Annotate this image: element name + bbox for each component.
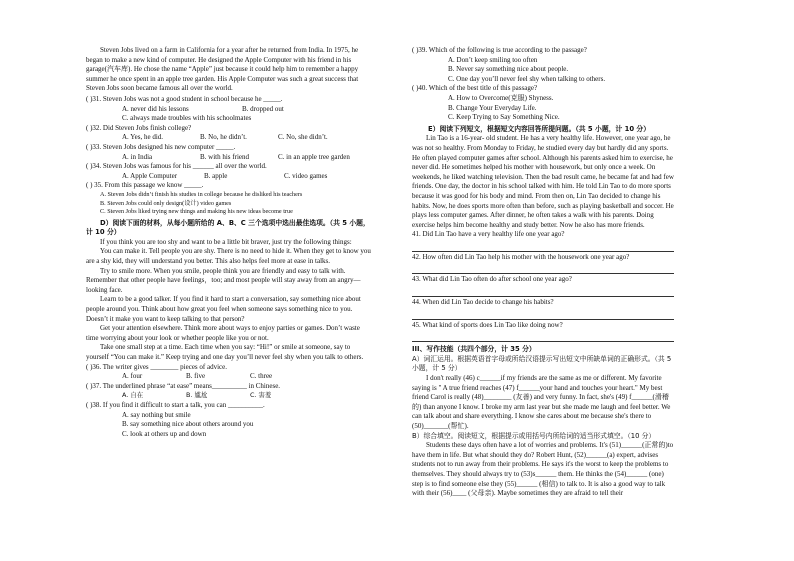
right-column <box>412 46 674 499</box>
passage-d-para-6: Take one small step at a time. Each time when you say: “Hi!” or smile at someone, say to yourself “You can make it.” Keep trying and one day you’ll never feel shy when you talk to others. <box>86 343 364 361</box>
question-37: ( )37. The underlined phrase “at ease” means__________ in Chinese. <box>86 381 281 390</box>
option-31c: C. always made troubles with his schoolmates <box>122 114 252 123</box>
question-42: 42. How often did Lin Tao help his mother with the housework one year ago? <box>412 252 630 261</box>
option-33b: B. with his friend <box>200 152 249 161</box>
option-34a: A. Apple Computer <box>122 171 178 180</box>
section-a-heading: A）词汇运用。根据英语首字母或所给汉语提示写出短文中所缺单词的正确形式。（共 5 小题，计 5 分） <box>412 354 672 373</box>
option-35b: B. Steven Jobs could only design(设计) video games <box>100 199 232 207</box>
section-iii-heading: III、写作技能（共四个部分，计 35 分） <box>412 345 536 354</box>
question-39: ( )39. Which of the following is true according to the passage? <box>412 46 587 54</box>
question-40: ( )40. Which of the best title of this passage? <box>412 84 538 93</box>
passage-b: Students these days often have a lot of worries and problems. It's (51)______(正常的)to have them in life. But what should they do? Robert Hunt, (52)______(a) expert, advises students not to run away from their problems. He says it's the worst to keep the problems to themselves. They should always try to (53)s______ them. He thinks the (54)______ (one) step is to find someone else they (55)______ (相信) to talk to. It is also a good way to talk with their (56)____ (父母亲). Maybe sometimes they are afraid to tell their <box>412 441 674 498</box>
question-45: 45. What kind of sports does Lin Tao like doing now? <box>412 320 563 329</box>
option-37b: B. 尴尬 <box>186 391 208 400</box>
left-column <box>86 46 372 439</box>
option-31a: A. never did his lessons <box>122 104 189 113</box>
option-38c: C. look at others up and down <box>122 429 207 438</box>
option-33a: A. in India <box>122 152 153 161</box>
answer-line-43[interactable] <box>412 285 674 297</box>
passage-d-para-4: Learn to be a good talker. If you find it hard to start a conversation, say something nice about people around you. Think about how great you feel when someone says something nice to you. Doesn’t it make you want to keep talking to that person? <box>86 295 361 323</box>
option-40a: A. How to Overcome(克服) Shyness. <box>448 93 554 102</box>
passage-c: Steven Jobs lived on a farm in California for a year after he returned from India. In 1975, he began to make a new kind of computer. He designed the Apple Computer with his friend in his garage(汽车库). He chose the name “Apple” just because it could help him to remember a happy summer he once spent in an apple tree garden. His Apple Computer was such a great success that Steven Jobs soon became famous all over the world. <box>86 46 359 93</box>
section-d-heading: D）阅读下面的材料，从每小题所给的 A、B、C 三个选项中选出最佳选项。（共 5 小题，计 10 分） <box>86 218 370 237</box>
question-34: ( )34. Steven Jobs was famous for his ______ all over the world. <box>86 162 267 171</box>
question-35: ( ) 35. From this passage we know _____. <box>86 181 204 190</box>
option-35c: C. Steven Jobs liked trying new things and making his new ideas become true <box>100 208 293 216</box>
option-35a: A. Steven Jobs didn’t finish his studies in college because he disliked his teachers <box>100 190 303 198</box>
option-31b: B. dropped out <box>242 104 284 113</box>
option-39a: A. Don’t keep smiling too often <box>448 55 538 64</box>
passage-d-para-5: Get your attention elsewhere. Think more about ways to enjoy parties or games. Don’t waste time worrying about your look or whether people like you or not. <box>86 324 360 342</box>
question-36-options <box>86 372 372 382</box>
option-33c: C. in an apple tree garden <box>278 152 350 161</box>
option-32c: C. No, she didn’t. <box>278 133 328 142</box>
passage-a: I don't really (46) c______if my friends are the same as me or different. My favorite saying is " A true friend reaches (47) f______your hand and touches your heart." My best friend Carol is really (48)________ (友善) and very funny. In fact, she's (49) f______(滑稽的) than anyone I know. I broke my arm last year but she made me laugh and feel better. We can talk about and share everything. I know she cares about me because she's there to (50)_______(帮忙). <box>412 374 671 430</box>
option-32b: B. No, he didn’t. <box>200 133 247 142</box>
answer-line-42[interactable] <box>412 262 674 274</box>
option-39c: C. One day you’ll never feel shy when talking to others. <box>448 74 606 83</box>
option-38b: B. say something nice about others around you <box>122 420 254 429</box>
passage-e: Lin Tao is a 16-year- old student. He has a very healthy life. However, one year ago, he was not so healthy. From Monday to Friday, he studied every day but hardly did any sports. He often played computer games after school. Although his parents asked him to exercise, he never did. He sometimes helped his mother with housework, but only once a week. On weekends, he liked watching television. Then the bad result came, he became fat and had few friends. One day, the doctor in his school talked with him. He told Lin Tao to do more sports because it was good for his body and mind. From then on, Lin Tao decided to change his habits. Now, he does sports more often than before, such as playing basketball and soccer. He plays less computer games. After dinner, he often takes a walk with his parents. Doing exercise helps him become healthy and study better. Now he also has more friends. <box>412 134 674 229</box>
question-31-options-ab <box>86 105 372 115</box>
question-31: ( )31. Steven Jobs was not a good student in school because he _____. <box>86 94 283 103</box>
question-33: ( )33. Steven Jobs designed his new computer _____. <box>86 142 236 151</box>
question-43: 43. What did Lin Tao often do after school one year ago? <box>412 275 572 284</box>
question-36: ( )36. The writer gives ________ pieces of advice. <box>86 362 227 371</box>
option-32a: A. Yes, he did. <box>122 133 164 142</box>
option-40c: C. Keep Trying to Say Something Nice. <box>448 113 560 122</box>
question-37-options <box>86 391 372 401</box>
passage-d-para-1: If you think you are too shy and want to be a little bit braver, just try the following things: <box>100 237 352 246</box>
option-36c: C. three <box>250 372 273 381</box>
option-37c: C. 害羞 <box>250 391 272 400</box>
option-39b: B. Never say something nice about people. <box>448 65 569 74</box>
question-33-options <box>86 153 372 163</box>
option-34b: B. apple <box>204 171 228 180</box>
option-36a: A. four <box>122 372 143 381</box>
answer-line-44[interactable] <box>412 308 674 320</box>
question-32-options <box>86 133 372 143</box>
question-38: ( )38. If you find it difficult to start a talk, you can __________. <box>86 400 265 409</box>
option-40b: B. Change Your Everyday Life. <box>448 103 537 112</box>
option-38a: A. say nothing but smile <box>122 410 191 419</box>
option-34c: C. video games <box>284 171 328 180</box>
answer-line-45[interactable] <box>412 330 674 342</box>
question-34-options <box>86 172 372 182</box>
answer-line-41[interactable] <box>412 240 674 252</box>
passage-d-para-2: You can make it. Tell people you are shy. There is no need to hide it. When they get to know you are a shy kid, they will understand you better. This also helps feel more at ease in talks. <box>86 247 371 266</box>
passage-d-para-3: Try to smile more. When you smile, people think you are friendly and easy to talk with. Remember that other people have feelings，too; and most people will stay away from an angry—looking face. <box>86 266 361 294</box>
section-b-heading: B）综合填空。阅读短文，根据提示或用括号内所给词的适当形式填空。（10 分） <box>412 431 656 440</box>
section-e-heading: E）阅读下列短文，根据短文内容回答所提问题。（共 5 小题，计 10 分） <box>428 124 651 133</box>
question-41: 41. Did Lin Tao have a very healthy life one year ago? <box>412 230 565 239</box>
option-37a: A. 自在 <box>122 391 144 400</box>
option-36b: B. five <box>186 372 206 381</box>
question-32: ( )32. Did Steven Jobs finish college? <box>86 123 192 132</box>
question-44: 44. When did Lin Tao decide to change his habits? <box>412 298 554 307</box>
